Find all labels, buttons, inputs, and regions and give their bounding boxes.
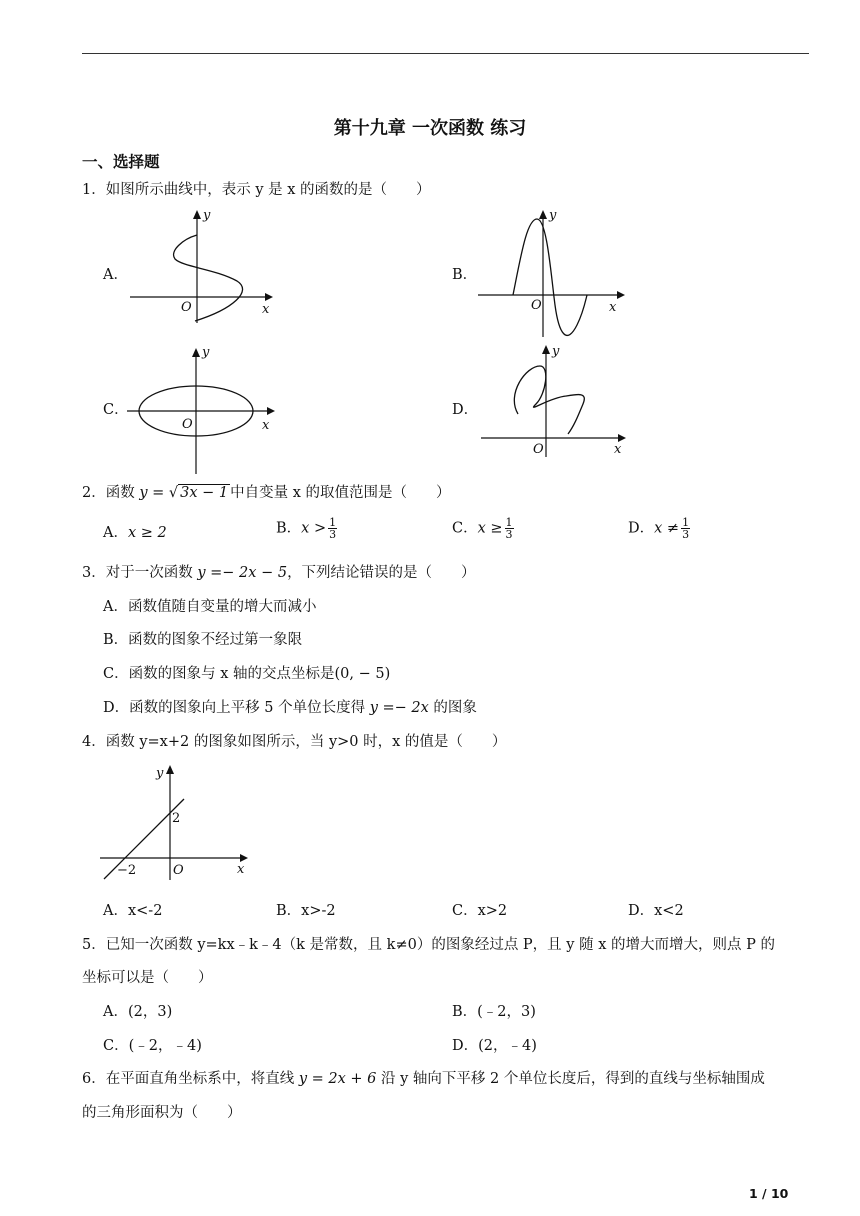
q1d-x-label: x (614, 442, 622, 457)
q4-option-d: D．x<2 (628, 903, 684, 919)
q3-option-c (103, 664, 390, 684)
q2-stem-pre: 2．函数 (82, 485, 140, 501)
q3-option-d-post: 的图象 (428, 700, 477, 716)
q2-option-c-label: C． (452, 520, 478, 537)
q2-option-d-frac (681, 517, 690, 540)
q1-graph-a (125, 205, 275, 325)
q6-stem-pre: 6．在平面直角坐标系中，将直线 (82, 1071, 299, 1087)
q3-option-c-expr: (0, − 5) (334, 666, 391, 682)
q6-stem-line2: 的三角形面积为（ ） (82, 1105, 242, 1121)
q1d-y-label: y (552, 344, 560, 359)
q2-stem-post: 中自变量 x 的取值范围是（ ） (230, 485, 451, 501)
q5-stem-line2: 坐标可以是（ ） (82, 970, 213, 986)
q1-stem: 1．如图所示曲线中，表示 y 是 x 的函数的是（ ） (82, 182, 431, 198)
q1-option-b-label: B． (452, 267, 478, 283)
q1a-y-label: y (203, 208, 211, 223)
frac-denominator: 3 (505, 528, 513, 541)
q2-stem-y: y = (139, 485, 169, 501)
q1-option-c-label: C． (103, 402, 129, 418)
section-heading: 一、选择题 (82, 153, 160, 171)
page-title: 第十九章 一次函数 练习 (333, 118, 527, 139)
q4-option-a: A．x<-2 (103, 903, 163, 919)
q3-stem-expr: y =− 2x − 5 (197, 565, 288, 581)
q1-graph-c (122, 340, 277, 475)
q2-option-d-label: D． (628, 520, 655, 537)
q3-option-c-text: C．函数的图象与 x 轴的交点坐标是 (103, 666, 335, 682)
q4-y-label: y (156, 766, 164, 781)
q2-stem (82, 483, 451, 503)
q1c-origin-label: O (182, 417, 193, 432)
frac-numerator: 1 (505, 516, 513, 529)
q2-option-d (628, 517, 690, 540)
q3-stem-post: ，下列结论错误的是（ ） (287, 565, 476, 581)
q4-origin-label: O (173, 863, 184, 878)
q1-option-a-label: A． (103, 267, 128, 283)
q5-option-c: C．(﹣2，﹣4) (103, 1038, 202, 1054)
q3-stem (82, 563, 476, 583)
q6-stem-line1 (82, 1069, 765, 1089)
q2-option-a-label: A． (103, 525, 128, 541)
frac-denominator: 3 (682, 528, 690, 541)
q1b-y-label: y (549, 208, 557, 223)
q2-radicand: 3x − 1 (180, 485, 229, 501)
q6-stem-expr: y = 2x + 6 (298, 1071, 377, 1087)
q5-stem-line1: 5．已知一次函数 y=kx﹣k﹣4（k 是常数，且 k≠0）的图象经过点 P，且 y 随 x 的增大而增大，则点 P 的 (82, 937, 775, 953)
q1a-x-label: x (262, 302, 270, 317)
sqrt-icon: √ (168, 485, 179, 501)
q4-stem: 4．函数 y=x+2 的图象如图所示，当 y>0 时，x 的值是（ ） (82, 734, 507, 750)
q1a-origin-label: O (181, 300, 192, 315)
q4-option-c: C．x>2 (452, 903, 508, 919)
q1-option-d-label: D． (452, 402, 479, 418)
frac-numerator: 1 (682, 516, 690, 529)
q4-x-label: x (237, 862, 245, 877)
q2-option-c (452, 517, 514, 540)
q2-option-a-expr: x ≥ 2 (127, 525, 167, 541)
q5-option-a: A．(2，3) (103, 1004, 173, 1020)
page-number: 1 / 10 (749, 1186, 789, 1201)
q4-graph (100, 762, 250, 882)
q3-option-d (103, 698, 477, 718)
q3-option-b: B．函数的图象不经过第一象限 (103, 632, 303, 648)
q4-xint-label: −2 (117, 863, 137, 878)
q2-option-d-expr: x ≠ (654, 520, 680, 537)
q3-option-d-text: D．函数的图象向上平移 5 个单位长度得 (103, 700, 370, 716)
q2-option-b-label: B． (276, 520, 302, 537)
q1d-origin-label: O (533, 442, 544, 457)
q6-stem-post: 沿 y 轴向下平移 2 个单位长度后，得到的直线与坐标轴围成 (376, 1071, 765, 1087)
q1b-origin-label: O (531, 298, 542, 313)
q1c-x-label: x (262, 418, 270, 433)
q3-stem-pre: 3．对于一次函数 (82, 565, 198, 581)
q1b-x-label: x (609, 300, 617, 315)
q2-option-c-frac (505, 517, 514, 540)
q2-option-c-expr: x ≥ (477, 520, 503, 537)
header-rule (82, 53, 809, 54)
frac-denominator: 3 (329, 528, 337, 541)
q1c-y-label: y (202, 345, 210, 360)
q2-option-b (276, 517, 337, 540)
q4-option-b: B．x>-2 (276, 903, 336, 919)
q2-option-b-frac (328, 517, 337, 540)
q3-option-a: A．函数值随自变量的增大而减小 (103, 599, 317, 615)
frac-numerator: 1 (329, 516, 337, 529)
q1-graph-b (475, 205, 625, 340)
q5-option-b: B．(﹣2，3) (452, 1004, 536, 1020)
q4-yint-label: 2 (172, 811, 181, 826)
q2-option-a (103, 523, 167, 543)
q3-option-d-expr: y =− 2x (369, 700, 429, 716)
q1-graph-d (478, 342, 628, 460)
q2-option-b-expr: x > (301, 520, 327, 537)
q5-option-d: D．(2，﹣4) (452, 1038, 537, 1054)
